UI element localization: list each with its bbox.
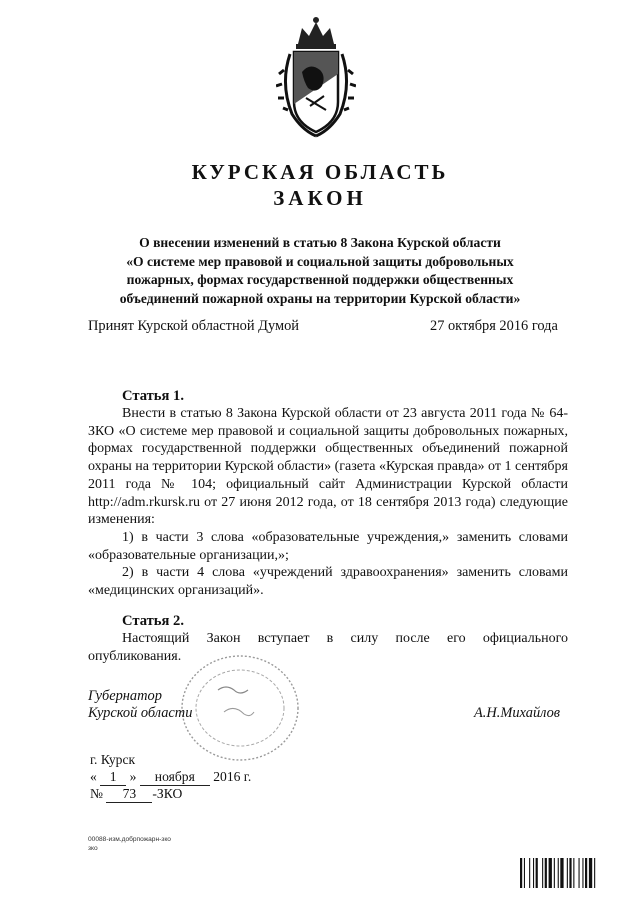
article1-text: Внести в статью 8 Закона Курской области от 23 августа 2011 года № 64-ЗКО «О системе мер правовой и социальной защиты добровольных пожарных, формах государственной поддержки общественных объединений пожарной охраны на территории Курской области» (газета «Курская правда» от 1 сентября 2011 года № 104; официальный сайт Администрации Курской области http://adm.rkursk.ru от 27 июня 2012 года, от 18 сентября 2013 года) следующие изменения: bbox=[88, 406, 568, 528]
article1-item2: 2) в части 4 слова «учреждений здравоохранения» заменить словами «медицинских организаций». bbox=[88, 565, 568, 599]
document-type: ЗАКОН bbox=[273, 186, 367, 210]
article1-body bbox=[88, 405, 568, 600]
date-year: 2016 г. bbox=[213, 769, 252, 784]
date-day: 1 bbox=[100, 769, 126, 786]
number-suffix: -ЗКО bbox=[152, 786, 183, 801]
sign-date bbox=[90, 769, 251, 786]
number-sign: № bbox=[90, 786, 103, 801]
file-reference-suffix: зко bbox=[88, 845, 98, 852]
date-month: ноября bbox=[140, 769, 210, 786]
signature-name: А.Н.Михайлов bbox=[474, 705, 561, 721]
city: г. Курск bbox=[90, 752, 136, 767]
date-open-quote: « bbox=[90, 769, 97, 784]
law-title bbox=[84, 234, 556, 308]
article2-heading: Статья 2. bbox=[122, 613, 184, 629]
article1-heading: Статья 1. bbox=[122, 388, 184, 404]
adopted-date: 27 октября 2016 года bbox=[430, 318, 558, 334]
title-line: О внесении изменений в статью 8 Закона Курской области bbox=[139, 235, 501, 250]
title-line: пожарных, формах государственной поддержки общественных bbox=[126, 272, 514, 287]
barcode-icon bbox=[520, 858, 620, 888]
coat-of-arms-icon bbox=[276, 14, 356, 138]
signature-position-line2: Курской области bbox=[88, 705, 193, 721]
adopted-by: Принят Курской областной Думой bbox=[88, 318, 299, 334]
official-stamp bbox=[178, 650, 302, 766]
file-reference: 00088-изм.добрпожарн-зко bbox=[88, 836, 171, 843]
article1-item1: 1) в части 3 слова «образовательные учреждения,» заменить словами «образовательные организации,»; bbox=[88, 529, 568, 563]
law-number bbox=[90, 786, 182, 803]
number-value: 73 bbox=[106, 786, 152, 803]
title-line: «О системе мер правовой и социальной защиты добровольных bbox=[126, 253, 514, 269]
signature-position-line1: Губернатор bbox=[88, 688, 162, 704]
title-line: объединений пожарной охраны на территории Курской области» bbox=[119, 290, 521, 306]
date-close-quote: » bbox=[129, 769, 137, 784]
article2-text: Настоящий Закон вступает в силу после его официального опубликования. bbox=[88, 631, 568, 664]
article2-body bbox=[88, 630, 568, 665]
region-name: КУРСКАЯ ОБЛАСТЬ bbox=[191, 160, 449, 184]
